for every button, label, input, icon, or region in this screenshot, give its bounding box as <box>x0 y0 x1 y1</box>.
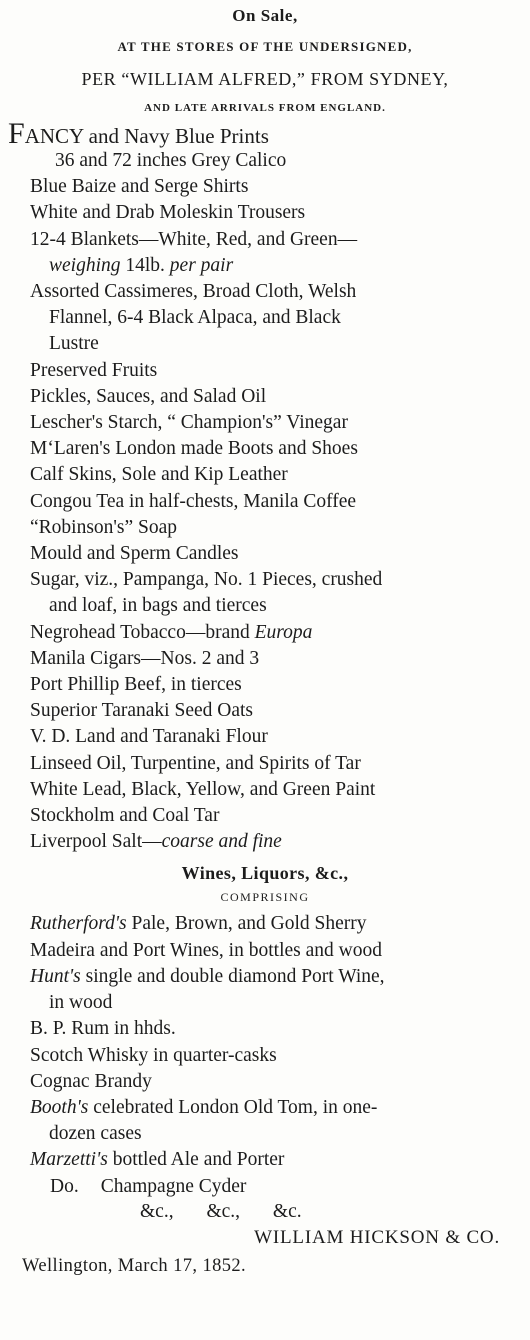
goods-item: White Lead, Black, Yellow, and Green Paint <box>30 778 376 800</box>
goods-item: Lescher's Starch, “ Champion's” Vinegar <box>30 412 348 434</box>
signature: WILLIAM HICKSON & CO. <box>254 1226 500 1248</box>
drop-cap: F <box>8 117 25 150</box>
goods-item: Superior Taranaki Seed Oats <box>30 700 254 722</box>
goods-item: Sugar, viz., Pampanga, No. 1 Pieces, crushed <box>30 569 383 591</box>
goods-item: Mould and Sperm Candles <box>30 543 239 565</box>
goods-item: 12-4 Blankets—White, Red, and Green— <box>30 228 358 250</box>
wine-item: Cognac Brandy <box>30 1070 152 1092</box>
wine-item: Booth's celebrated London Old Tom, in one- <box>30 1096 378 1118</box>
wine-item: Scotch Whisky in quarter-casks <box>30 1044 277 1066</box>
goods-item: Blue Baize and Serge Shirts <box>30 176 249 198</box>
goods-item-cont: Flannel, 6-4 Black Alpaca, and Black <box>49 307 341 329</box>
arrivals-line: AND LATE ARRIVALS FROM ENGLAND. <box>144 102 386 114</box>
wine-item: Madeira and Port Wines, in bottles and wood <box>30 939 382 961</box>
wine-item-cont: in wood <box>49 992 113 1014</box>
wine-item-cont: dozen cases <box>49 1123 142 1145</box>
etcetera-line: &c., &c., &c. <box>140 1200 302 1222</box>
goods-item: Stockholm and Coal Tar <box>30 805 220 827</box>
goods-item: Assorted Cassimeres, Broad Cloth, Welsh <box>30 281 357 303</box>
goods-item: White and Drab Moleskin Trousers <box>30 202 306 224</box>
wine-item: B. P. Rum in hhds. <box>30 1018 176 1040</box>
goods-item: M‘Laren's London made Boots and Shoes <box>30 438 358 460</box>
ditto-row: Do. Champagne Cyder <box>50 1175 247 1197</box>
goods-item-tobacco: Negrohead Tobacco—brand Europa <box>30 621 313 643</box>
goods-list <box>0 117 530 855</box>
goods-item: V. D. Land and Taranaki Flour <box>30 726 268 748</box>
wine-item: Hunt's single and double diamond Port Wine, <box>30 965 385 987</box>
goods-item: Pickles, Sauces, and Salad Oil <box>30 385 267 407</box>
goods-item-salt: Liverpool Salt—coarse and fine <box>30 831 282 853</box>
goods-item: Linseed Oil, Turpentine, and Spirits of Tar <box>30 752 361 774</box>
goods-item: Port Phillip Beef, in tierces <box>30 674 242 696</box>
goods-item-cont: weighing 14lb. per pair <box>49 254 234 276</box>
goods-item: “Robinson's” Soap <box>30 516 178 538</box>
ship-line: PER “WILLIAM ALFRED,” FROM SYDNEY, <box>81 69 449 89</box>
goods-item: 36 and 72 inches Grey Calico <box>55 150 287 171</box>
wines-heading: Wines, Liquors, &c., <box>181 863 349 884</box>
goods-item: Calf Skins, Sole and Kip Leather <box>30 464 288 486</box>
stores-line: AT THE STORES OF THE UNDERSIGNED, <box>117 39 413 54</box>
wines-subheading: COMPRISING <box>220 890 310 905</box>
wine-item: Marzetti's bottled Ale and Porter <box>30 1149 285 1171</box>
goods-item: Preserved Fruits <box>30 359 158 381</box>
ad-title: On Sale, <box>232 6 298 25</box>
goods-item-cont: and loaf, in bags and tierces <box>49 595 267 617</box>
place-date: Wellington, March 17, 1852. <box>22 1255 247 1276</box>
goods-item-cont: Lustre <box>49 333 99 355</box>
wines-list <box>0 911 530 1223</box>
wine-item: Rutherford's Pale, Brown, and Gold Sherry <box>30 913 367 935</box>
goods-item: Manila Cigars—Nos. 2 and 3 <box>30 647 260 669</box>
goods-item-prints: FANCY and Navy Blue Prints <box>8 117 269 150</box>
goods-item: Congou Tea in half-chests, Manila Coffee <box>30 490 357 512</box>
